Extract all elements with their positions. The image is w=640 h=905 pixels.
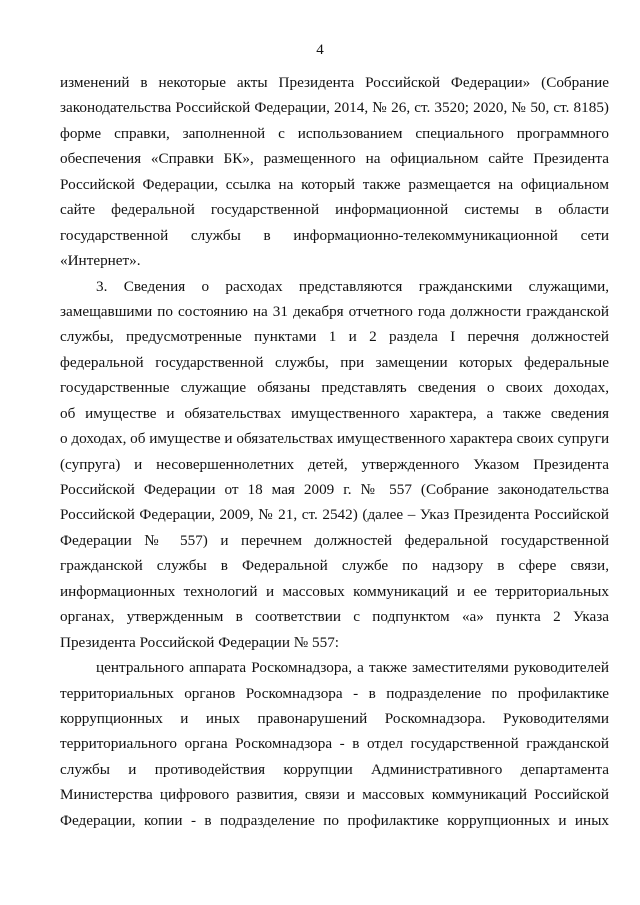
text-line: информационных технологий и массовых коммуникаций и ее территориальных [60, 582, 609, 600]
text-line: обеспечения «Справки БК», размещенного на официальном сайте Президента [60, 150, 609, 168]
text-line: службы, предусмотренные пунктами 1 и 2 раздела I перечня должностей [60, 328, 609, 346]
text-line: центрального аппарата Роскомнадзора, а также заместителями руководителей [96, 659, 609, 677]
text-line: о доходах, об имуществе и обязательствах имущественного характера своих супруги [60, 430, 609, 448]
text-line: замещавшими по состоянию на 31 декабря отчетного года должности гражданской [60, 302, 609, 320]
text-line: Российской Федерации, 2009, № 21, ст. 2542) (далее – Указ Президента Российской [60, 506, 609, 524]
text-line: гражданской службы в Федеральной службе по надзору в сфере связи, [60, 557, 609, 575]
text-line: Федерации, копии - в подразделение по профилактике коррупционных и иных [60, 811, 609, 829]
text-line: государственной службы в информационно-телекоммуникационной сети [60, 226, 609, 244]
text-line: федеральной государственной службы, при замещении которых федеральные [60, 353, 609, 371]
text-line: 3. Сведения о расходах представляются гражданскими служащими, [96, 277, 609, 295]
text-line: службы и противодействия коррупции Административного департамента [60, 760, 609, 778]
text-line: изменений в некоторые акты Президента Российской Федерации» (Собрание [60, 74, 609, 91]
text-line: об имуществе и обязательствах имущественного характера, а также сведения [60, 404, 609, 422]
text-line: органах, утвержденным в соответствии с подпунктом «а» пункта 2 Указа [60, 608, 609, 626]
text-line: коррупционных и иных правонарушений Роскомнадзора. Руководителями [60, 709, 609, 727]
text-line: Российской Федерации, ссылка на который также размещается на официальном [60, 175, 609, 193]
text-line: сайте федеральной государственной информационной системы в области [60, 201, 609, 219]
text-line: законодательства Российской Федерации, 2014, № 26, ст. 3520; 2020, № 50, ст. 8185) [60, 99, 609, 117]
text-line: «Интернет». [60, 252, 141, 270]
text-line: (супруга) и несовершеннолетних детей, утвержденного Указом Президента [60, 455, 609, 473]
text-line: территориального органа Роскомнадзора - в отдел государственной гражданской [60, 735, 609, 753]
page-number: 4 [316, 42, 324, 58]
text-line: государственные служащие обязаны представлять сведения о своих доходах, [60, 379, 609, 397]
text-line: Федерации № 557) и перечнем должностей федеральной государственной [60, 531, 609, 549]
text-line: форме справки, заполненной с использованием специального программного [60, 124, 609, 142]
text-line: Президента Российской Федерации № 557: [60, 633, 340, 651]
body-text [60, 70, 609, 833]
text-line: Российской Федерации от 18 мая 2009 г. № 557 (Собрание законодательства [60, 481, 609, 498]
text-line: территориальных органов Роскомнадзора - в подразделение по профилактике [60, 684, 609, 702]
text-line: Министерства цифрового развития, связи и массовых коммуникаций Российской [60, 786, 609, 804]
